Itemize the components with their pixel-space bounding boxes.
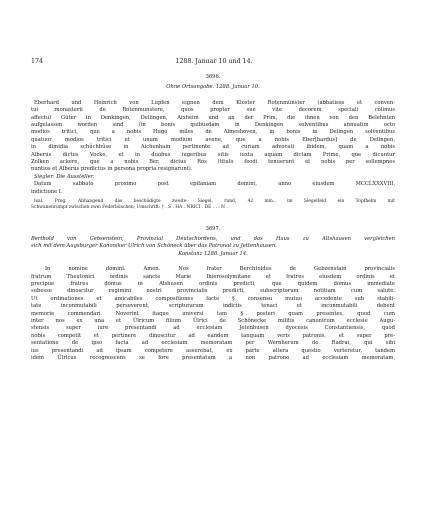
document-number: 3697. bbox=[205, 225, 221, 232]
text-line: sentatione de ipso facta ad ecclesiam memoratam per Wernherum de Radrai, qui sibi bbox=[31, 340, 395, 347]
text-line: inter nos ex una et Ûlricum filium Ûlrici de Schônecke militis canonicum ecclesie Augu- bbox=[31, 317, 395, 324]
text-line: Eberhard und Heinrich von Lupfen eignen dem Kloster Rotenmünster (abbatisse et conven- bbox=[34, 99, 395, 106]
text-line: Alberus dictus Vocko, et in duobus iugeribus sitis iuxta aquam dictam Prime, que dicuntur bbox=[31, 151, 395, 158]
text-line: stensis super iure presentandi ad ecclesiam Jetenhusen dyocesis Constantiensis, quod bbox=[31, 325, 395, 332]
text-line: Berthold von Gebsenstein, Provinzial Deutschordens, und das Haus zu Altshausen vergleichen bbox=[31, 235, 395, 242]
text-line: indictione I. bbox=[31, 188, 63, 195]
text-line: nuntios et Alberus predictus in persona propria resignarunt). bbox=[31, 166, 193, 173]
page-header bbox=[0, 58, 428, 68]
text-line: affectu) Güter in Denkingen, Dellingen, Aixheim und an der Prim, die ihnen von den Belehnten bbox=[31, 114, 395, 121]
document-date-line: Ohne Ortsangabe. 1288. Januar 10. bbox=[166, 84, 260, 91]
text-line: Ut ordinationes et amicabiles compositiones facte § consensu mutuo accedente sub stabili- bbox=[31, 295, 395, 302]
text-line: idem Ûlricus recognoscens se fore presentatum a non patrono ad ecclesiam memoratam, bbox=[31, 355, 395, 361]
text-line: Zolken ackere, que a nobis Ber. dictus Ros (titulo feodi tenuerunt et nobis per sollempnes bbox=[31, 159, 395, 166]
text-line: tui monasterii de Rotenmunstere, quos propter sue vite decorem speciali colimus bbox=[31, 107, 395, 114]
page-number: 174 bbox=[31, 58, 44, 65]
note-line: Schwanenrumpf zwischen zwei Federbüschen; Umschrift: † . S . HA . NRICI . DE . . . N . bbox=[31, 205, 228, 211]
text-line: sich mit dem Augsburger Kanoniker Ulrich von Schöneck über das Patronat zu Jettenhausen. bbox=[31, 243, 277, 250]
text-line: ius presentandi ad ipsam competere asserebat, ex parte altera questio verteretur, tandem bbox=[31, 347, 395, 354]
text-line: tate inconmutabili perseverent, scripturarum indiciis tenaci et inconmutabili debent bbox=[31, 303, 395, 310]
text-line: precipue fratres domus in Alshusen ordinis predicti, que quidem domus immediate bbox=[31, 280, 395, 287]
text-line: memorie commendari. Noverint itaque universi tam § posteri quam presentes, quod cum bbox=[31, 310, 395, 317]
text-line: subesse dinoscitur regimini nostri provincialis predicti, subscriptorum notitiam cum salute. bbox=[31, 288, 395, 295]
text-line: Datum sabbato proximo post epifaniam domini, anno eiusdem MCCLXXXVIII, bbox=[34, 181, 395, 188]
charter-text bbox=[31, 266, 395, 362]
regest-intro bbox=[31, 236, 395, 251]
document-date-line: Konstanz 1288. Januar 14. bbox=[178, 250, 248, 257]
text-line: fratrum Theutonici ordinis sancte Marie Ihierosolymitane et fratres eiusdem ordinis et bbox=[31, 273, 395, 280]
document-number: 3696. bbox=[205, 74, 221, 80]
text-line: in dimidia schûchbûse in Aichenhain pertinente ad curiam advocati ibidem, quam a nobis bbox=[31, 144, 395, 151]
datum-clause bbox=[31, 181, 395, 196]
note-line: Isal. Prog. Abhangend das beschädigte zweite Siegel, rund, 42 mm., im Siegelfeld ein Topfhelm mit bbox=[34, 199, 395, 205]
text-line: modios tritici, que a nobis Hugo miles de Almeshoven, in bonis in Delingen solventibus bbox=[31, 129, 395, 136]
text-line: aufgelassen worden sind (in bonis quibusdam in Denkingen solventibus annuatim octo bbox=[31, 122, 395, 129]
siegler-line: Siegler: Die Aussteller. bbox=[34, 173, 95, 180]
text-line: quatuor modios tritici et unum modium avene, que a nobis Eber[hardus] de Delingen, bbox=[31, 136, 395, 143]
text-line: In nomine domini. Amen. Nos frater Berchtoldus de Gebzenstain provincialis bbox=[45, 266, 395, 273]
text-line: nobis competit et pertinere dinoscitur ad eandem tanquam veris patronis, et super pre- bbox=[31, 332, 395, 339]
running-title: 1288. Januar 10 und 14. bbox=[175, 58, 253, 65]
document-body bbox=[31, 71, 395, 362]
archival-note bbox=[31, 199, 395, 211]
regest-intro bbox=[31, 100, 395, 174]
